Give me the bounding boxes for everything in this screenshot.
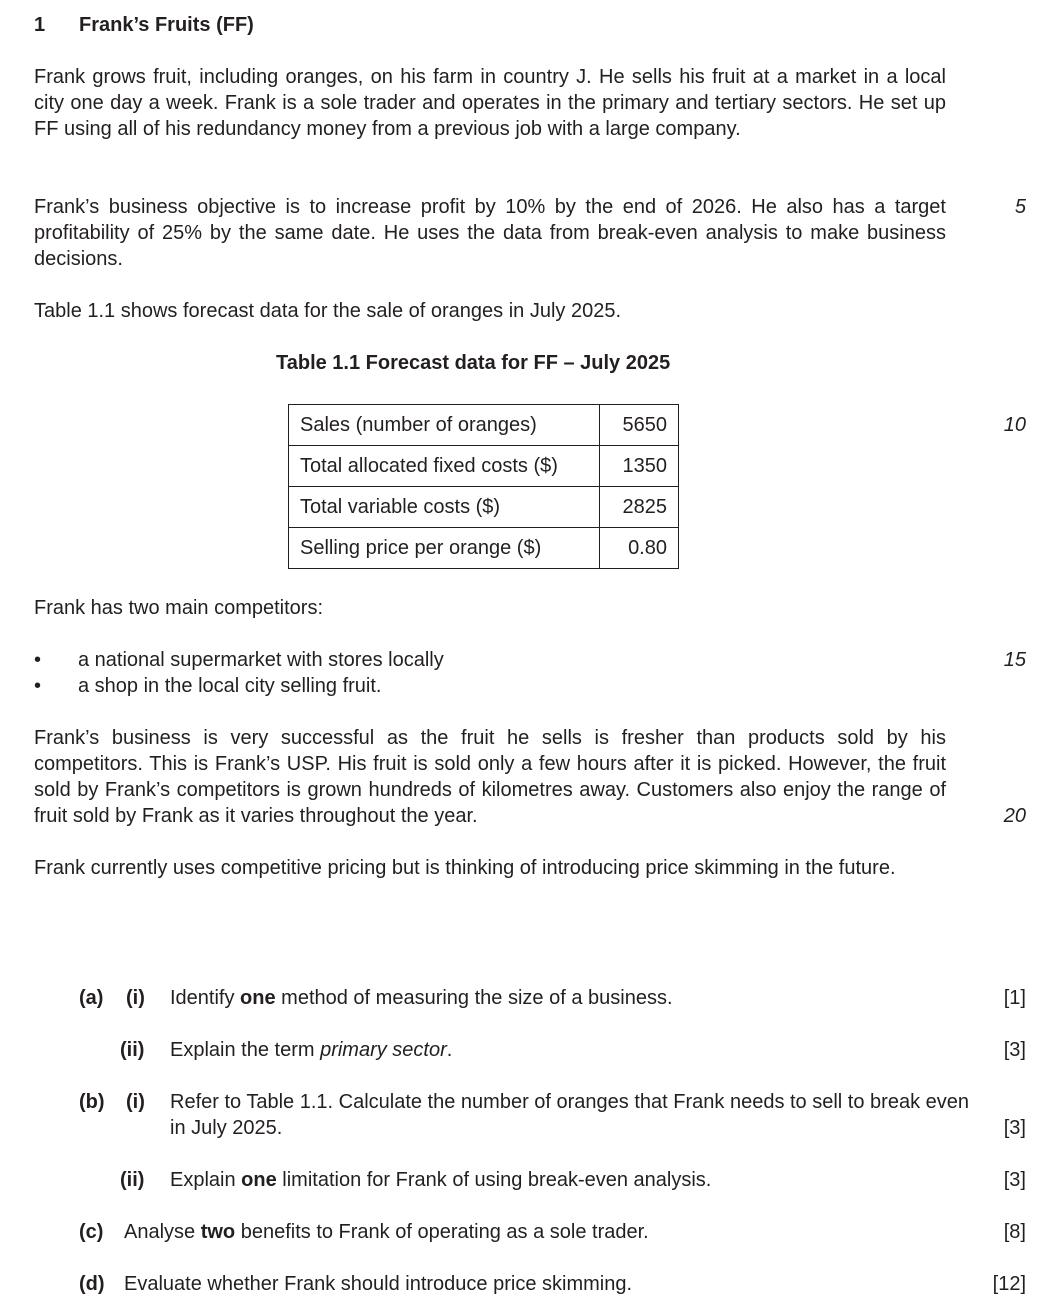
table-row [289, 446, 679, 487]
table-cell-value: 5650 [600, 405, 679, 446]
marks-c: [8] [1003, 1221, 1026, 1243]
paragraph-intro: Frank grows fruit, including oranges, on his farm in country J. He sells his fruit at a market in a local city one day a week. Frank is a sole trader and operates in the primary and tertiary sectors. He set up FF using all of his redundancy money from a previous job with a large company. [34, 66, 946, 140]
question-label-d: (d) [79, 1273, 105, 1295]
table-cell-label: Sales (number of oranges) [289, 405, 600, 446]
emphasis: one [240, 987, 276, 1009]
question-b-i-text: Refer to Table 1.1. Calculate the number of oranges that Frank needs to sell to break even [170, 1091, 969, 1113]
question-d-text: Evaluate whether Frank should introduce price skimming. [124, 1273, 633, 1295]
table-cell-label: Total allocated fixed costs ($) [289, 446, 600, 487]
marks-d: [12] [992, 1273, 1026, 1295]
line-number-20: 20 [1003, 805, 1026, 827]
table-cell-label: Selling price per orange ($) [289, 528, 600, 569]
table-cell-label: Total variable costs ($) [289, 487, 600, 528]
emphasis: two [200, 1221, 236, 1243]
list-item: a shop in the local city selling fruit. [78, 675, 382, 697]
marks-b-ii: [3] [1003, 1169, 1026, 1191]
marks-a-i: [1] [1003, 987, 1026, 1009]
question-text: . [446, 1039, 453, 1061]
question-label-a-ii: (ii) [120, 1039, 145, 1061]
emphasis: primary sector [320, 1039, 447, 1061]
question-text: method of measuring the size of a business. [275, 987, 673, 1009]
table-cell-value: 2825 [600, 487, 679, 528]
question-text: Explain the term [170, 1039, 321, 1061]
question-text: Explain [170, 1169, 242, 1191]
question-a-ii-text [170, 1037, 452, 1063]
question-label-b-i: (i) [126, 1091, 145, 1113]
paragraph-usp: Frank’s business is very successful as the fruit he sells is fresher than products sold by his competitors. This is Frank’s USP. His fruit is sold only a few hours after it is picked. However, the fruit sold by Frank’s competitors is grown hundreds of kilometres away. Customers also enjoy the range of fruit sold by Frank as it varies throughout the year. [34, 727, 946, 827]
marks-b-i: [3] [1003, 1117, 1026, 1139]
bullet-icon: • [34, 649, 42, 671]
table-cell-value: 0.80 [600, 528, 679, 569]
table-row [289, 487, 679, 528]
question-label-a-i: (i) [126, 987, 145, 1009]
question-b-ii-text [170, 1167, 711, 1193]
question-label-b: (b) [79, 1091, 105, 1113]
line-number-5: 5 [1014, 196, 1026, 218]
table-cell-value: 1350 [600, 446, 679, 487]
paragraph-competitors: Frank has two main competitors: [34, 597, 323, 619]
line-number-10: 10 [1003, 414, 1026, 436]
line-number-15: 15 [1003, 649, 1026, 671]
list-item: a national supermarket with stores locally [78, 649, 444, 671]
table-row [289, 405, 679, 446]
question-label-b-ii: (ii) [120, 1169, 145, 1191]
question-text: limitation for Frank of using break-even analysis. [276, 1169, 712, 1191]
bullet-icon: • [34, 675, 42, 697]
marks-a-ii: [3] [1003, 1039, 1026, 1061]
question-a-i-text [170, 985, 673, 1011]
emphasis: one [241, 1169, 277, 1191]
question-text: benefits to Frank of operating as a sole trader. [235, 1221, 649, 1243]
paragraph-pricing: Frank currently uses competitive pricing but is thinking of introducing price skimming in the future. [34, 857, 896, 879]
question-b-i-text-cont: in July 2025. [170, 1117, 283, 1139]
table-caption: Table 1.1 Forecast data for FF – July 2025 [276, 352, 671, 374]
question-c-text [124, 1219, 649, 1245]
table-row [289, 528, 679, 569]
question-label-c: (c) [79, 1221, 104, 1243]
page-title: Frank’s Fruits (FF) [79, 14, 254, 36]
question-label-a: (a) [79, 987, 104, 1009]
paragraph-table-ref: Table 1.1 shows forecast data for the sale of oranges in July 2025. [34, 300, 622, 322]
question-text: Identify [170, 987, 241, 1009]
question-text: Analyse [124, 1221, 201, 1243]
forecast-table [288, 404, 679, 569]
paragraph-objective: Frank’s business objective is to increase profit by 10% by the end of 2026. He also has a target profitability of 25% by the same date. He uses the data from break-even analysis to make business decisions. [34, 196, 946, 270]
question-number: 1 [34, 14, 46, 36]
